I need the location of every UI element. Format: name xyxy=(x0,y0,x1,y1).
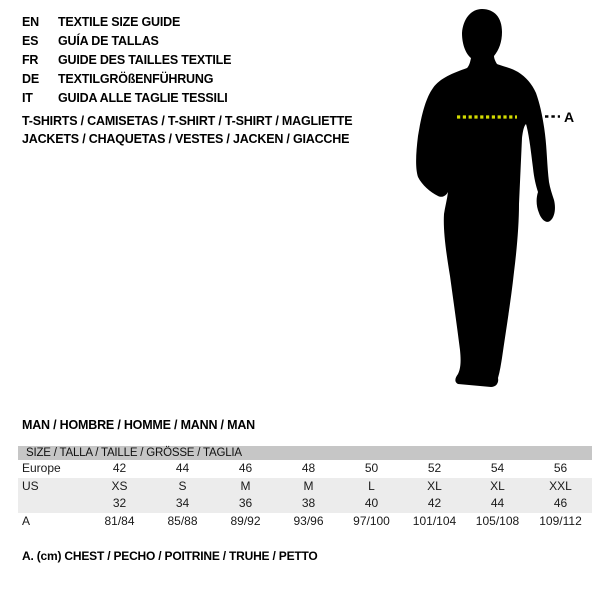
table-cell: 50 xyxy=(364,461,379,475)
table-row-europe xyxy=(18,460,592,478)
table-cell: 56 xyxy=(553,461,568,475)
table-row-numeric xyxy=(18,495,592,513)
table-cell: 42 xyxy=(427,496,442,510)
language-label: GUIDE DES TAILLES TEXTILE xyxy=(58,53,232,67)
language-row xyxy=(22,32,231,51)
table-cell: 101/104 xyxy=(412,513,457,528)
language-row xyxy=(22,13,231,32)
table-cell: 105/108 xyxy=(475,513,520,528)
language-label: TEXTILE SIZE GUIDE xyxy=(58,15,181,29)
table-cell: 48 xyxy=(301,461,316,475)
table-cell: XS xyxy=(111,478,128,493)
measure-label-a: A xyxy=(564,109,575,125)
table-cell: S xyxy=(178,478,187,493)
language-code: FR xyxy=(22,53,39,67)
language-row xyxy=(22,89,231,108)
table-cell: 32 xyxy=(112,496,127,510)
table-cell: 97/100 xyxy=(353,513,390,528)
language-label: GUÍA DE TALLAS xyxy=(58,34,159,48)
man-figure xyxy=(390,0,600,420)
language-code: DE xyxy=(22,72,39,86)
table-cell: 44 xyxy=(175,461,190,475)
table-header: SIZE / TALLA / TAILLE / GRÖSSE / TAGLIA xyxy=(18,446,592,460)
table-cell: 46 xyxy=(553,496,568,510)
row-label: Europe xyxy=(22,461,61,475)
row-label: US xyxy=(22,478,39,493)
table-cell: 40 xyxy=(364,496,379,510)
footnote-chest-measure: A. (cm) CHEST / PECHO / POITRINE / TRUHE / PETTO xyxy=(22,549,318,563)
table-cell: 54 xyxy=(490,461,505,475)
table-cell: 38 xyxy=(301,496,316,510)
row-label xyxy=(18,495,88,513)
table-cell: XL xyxy=(490,478,505,493)
category-line-tshirts: T-SHIRTS / CAMISETAS / T-SHIRT / T-SHIRT / MAGLIETTE xyxy=(22,114,353,128)
language-label: TEXTILGRÖßENFÜHRUNG xyxy=(58,72,214,86)
section-title-man: MAN / HOMBRE / HOMME / MANN / MAN xyxy=(22,418,255,432)
man-silhouette xyxy=(416,9,555,387)
table-cell: M xyxy=(240,478,251,493)
table-row-us xyxy=(18,478,592,496)
table-cell: 93/96 xyxy=(293,513,324,528)
table-cell: M xyxy=(303,478,314,493)
table-cell: 36 xyxy=(238,496,253,510)
table-cell: 109/112 xyxy=(539,513,582,528)
language-label: GUIDA ALLE TAGLIE TESSILI xyxy=(58,91,228,105)
language-row xyxy=(22,51,231,70)
table-cell: 52 xyxy=(427,461,442,475)
language-row xyxy=(22,70,231,89)
table-cell: 85/88 xyxy=(167,513,198,528)
language-code: IT xyxy=(22,91,33,105)
language-code: ES xyxy=(22,34,39,48)
row-label: A xyxy=(22,513,31,528)
size-table xyxy=(18,446,592,530)
category-line-jackets: JACKETS / CHAQUETAS / VESTES / JACKEN / GIACCHE xyxy=(22,132,350,146)
table-cell: XXL xyxy=(549,478,572,493)
language-code: EN xyxy=(22,15,39,29)
table-cell: 42 xyxy=(112,461,127,475)
table-cell: L xyxy=(368,478,375,493)
language-list xyxy=(22,13,231,108)
table-cell: 46 xyxy=(238,461,253,475)
table-cell: 34 xyxy=(175,496,190,510)
table-row-a-chest xyxy=(18,513,592,531)
table-cell: XL xyxy=(427,478,442,493)
table-cell: 89/92 xyxy=(230,513,261,528)
table-cell: 44 xyxy=(490,496,505,510)
category-list xyxy=(22,112,352,148)
table-cell: 81/84 xyxy=(104,513,135,528)
